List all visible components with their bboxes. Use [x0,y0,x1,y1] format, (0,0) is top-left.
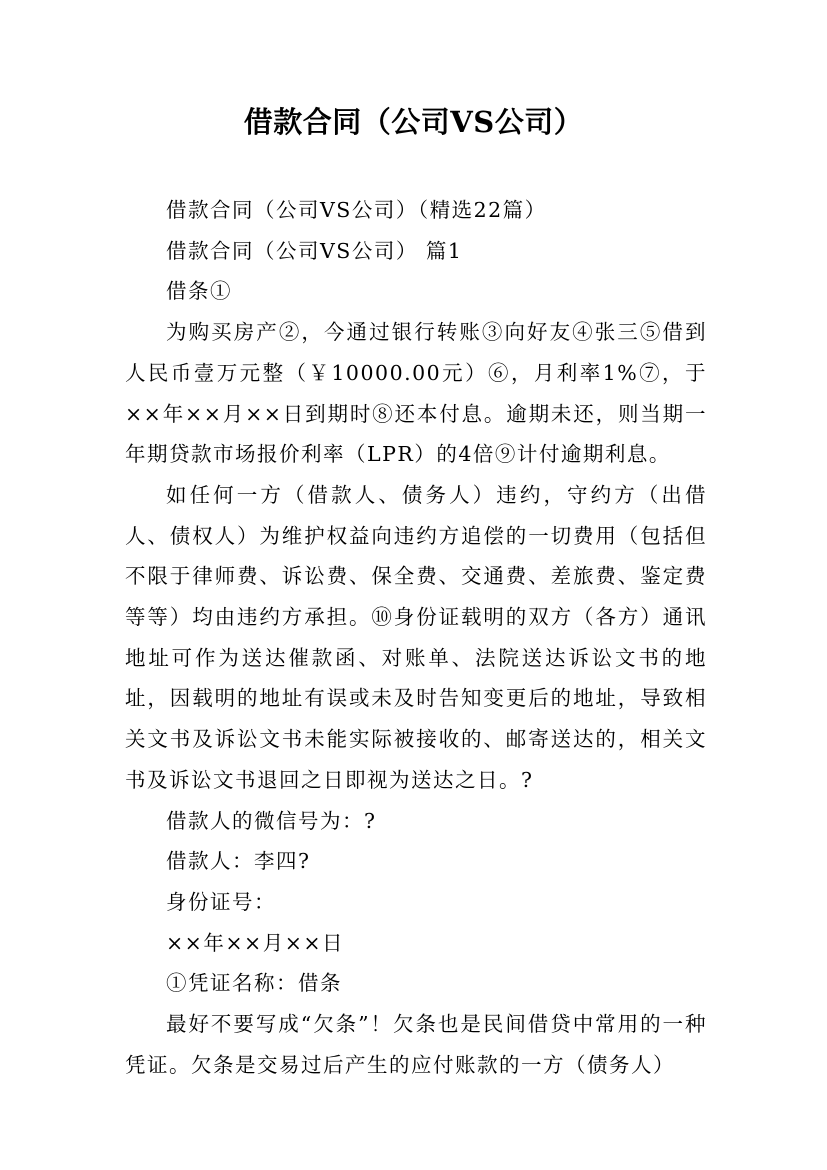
paragraph-borrower: 借款人：李四? [166,849,311,874]
paragraph-loan-terms: 为购买房产②，今通过银行转账③向好友④张三⑤借到人民币壹万元整（￥10000.00元）⑥，月利率1%⑦，于××年××月××日到期时⑧还本付息。逾期未还，则当期一年期贷款市场报价利率（LPR）的4倍⑨计付逾期利息。 [125,320,707,467]
paragraph-note-text: 最好不要写成“欠条”！欠条也是民间借贷中常用的一种凭证。欠条是交易过后产生的应付账款的一方（债务人） [125,1012,707,1077]
paragraph-date: ××年××月××日 [166,930,345,955]
paragraph-id-number: 身份证号： [166,889,276,914]
paragraph-wechat: 借款人的微信号为：? [166,808,377,833]
paragraph-subtitle: 借款合同（公司VS公司）（精选22篇） [166,198,547,222]
document-body [125,190,707,1085]
paragraph-note-1: ①凭证名称：借条 [166,971,342,996]
paragraph-section-heading: 借款合同（公司VS公司） 篇1 [166,238,463,263]
paragraph-default-clause: 如任何一方（借款人、债务人）违约，守约方（出借人、债权人）为维护权益向违约方追偿的一切费用（包括但不限于律师费、诉讼费、保全费、交通费、差旅费、鉴定费等等）均由违约方承担。⑩身份证载明的双方（各方）通讯地址可作为送达催款函、对账单、法院送达诉讼文书的地址，因载明的地址有误或未及时告知变更后的地址，导致相关文书及诉讼文书未能实际被接收的、邮寄送达的，相关文书及诉讼文书退回之日即视为送达之日。? [125,482,707,792]
document-title: 借款合同（公司VS公司） [243,105,584,139]
paragraph-iou-label: 借条① [166,279,232,304]
